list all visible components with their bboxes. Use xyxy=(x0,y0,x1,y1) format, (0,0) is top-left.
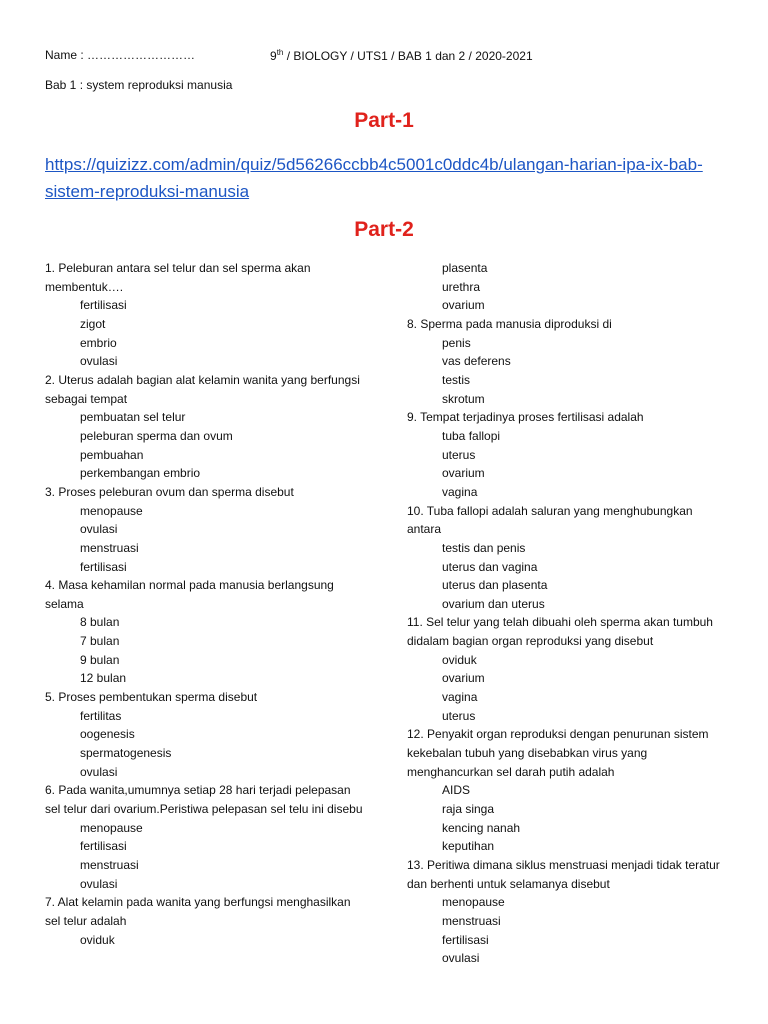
answer-option: uterus xyxy=(442,447,476,462)
quiz-link[interactable]: https://quizizz.com/admin/quiz/5d56266ccbb4c5001c0ddc4b/ulangan-harian-ipa-ix-bab-sistem-reproduksi-manusia xyxy=(45,155,703,201)
answer-option: uterus dan vagina xyxy=(442,559,538,574)
answer-option: menopause xyxy=(80,503,143,518)
answer-option: ovarium xyxy=(442,671,485,686)
answer-option: zigot xyxy=(80,316,106,331)
answer-option: uterus xyxy=(442,708,476,723)
answer-option: 12 bulan xyxy=(80,671,127,686)
answer-option: kencing nanah xyxy=(442,820,521,835)
answer-option: plasenta xyxy=(442,261,488,275)
exam-details: / BIOLOGY / UTS1 / BAB 1 dan 2 / 2020-2021 xyxy=(283,49,533,63)
answer-option: fertilisasi xyxy=(442,932,489,947)
answer-option: ovulasi xyxy=(80,354,118,369)
answer-option: 9 bulan xyxy=(80,652,120,667)
question-text: 5. Proses pembentukan sperma disebut xyxy=(45,690,258,705)
answer-option: raja singa xyxy=(442,802,495,817)
answer-option: fertilitas xyxy=(80,708,122,723)
exam-info xyxy=(270,48,533,63)
question-text: 10. Tuba fallopi adalah saluran yang menghubungkan antara xyxy=(407,503,693,537)
answer-option: peleburan sperma dan ovum xyxy=(80,428,233,443)
answer-option: menstruasi xyxy=(442,913,501,928)
answer-option: oviduk xyxy=(442,652,477,667)
answer-option: oogenesis xyxy=(80,727,135,742)
answer-option: fertilisasi xyxy=(80,298,127,313)
part-1-heading: Part-1 xyxy=(354,109,414,132)
answer-option: spermatogenesis xyxy=(80,746,172,761)
answer-option: pembuatan sel telur xyxy=(80,410,186,425)
answer-option: ovarium dan uterus xyxy=(442,596,545,611)
question-text: 3. Proses peleburan ovum dan sperma disebut xyxy=(45,484,294,499)
answer-option: ovulasi xyxy=(442,951,480,966)
answer-option: penis xyxy=(442,335,471,350)
answer-option: menstruasi xyxy=(80,858,139,872)
question-text: 7. Alat kelamin pada wanita yang berfungsi menghasilkan sel telur adalah xyxy=(45,895,351,928)
answer-option: skrotum xyxy=(442,391,485,406)
answer-option: 7 bulan xyxy=(80,634,120,649)
answer-option: pembuahan xyxy=(80,447,144,462)
answer-option: ovarium xyxy=(442,466,485,481)
part-2-heading: Part-2 xyxy=(354,218,414,241)
answer-option: keputihan xyxy=(442,839,495,854)
answer-option: menopause xyxy=(80,820,143,835)
questions-right-column xyxy=(407,259,727,968)
chapter-title: Bab 1 : system reproduksi manusia xyxy=(45,78,233,92)
question-text: 8. Sperma pada manusia diproduksi di xyxy=(407,316,612,331)
questions-left-column xyxy=(45,259,365,949)
question-text: 13. Peritiwa dimana siklus menstruasi menjadi tidak teratur dan berhenti untuk selamanya disebut xyxy=(407,858,720,891)
student-name-label: Name : ……………………… xyxy=(45,48,196,62)
answer-option: fertilisasi xyxy=(80,839,127,854)
answer-option: AIDS xyxy=(442,783,471,798)
question-text: 6. Pada wanita,umumnya setiap 28 hari terjadi pelepasan sel telur dari ovarium.Peristiwa pelepasan sel telu ini disebu xyxy=(45,783,363,817)
answer-option: menopause xyxy=(442,895,505,910)
answer-option: vas deferens xyxy=(442,354,511,369)
answer-option: ovulasi xyxy=(80,764,118,779)
answer-option: perkembangan embrio xyxy=(80,466,201,481)
grade-number: 9 xyxy=(270,49,277,63)
answer-option: 8 bulan xyxy=(80,615,120,630)
answer-option: ovarium xyxy=(442,298,485,313)
answer-option: embrio xyxy=(80,335,117,350)
answer-option: testis dan penis xyxy=(442,540,526,555)
question-text: 11. Sel telur yang telah dibuahi oleh sperma akan tumbuh didalam bagian organ reproduksi yang disebut xyxy=(407,615,713,649)
answer-option: vagina xyxy=(442,690,478,705)
answer-option: tuba fallopi xyxy=(442,428,501,443)
answer-option: testis xyxy=(442,372,471,387)
answer-option: uterus dan plasenta xyxy=(442,578,548,593)
question-text: 9. Tempat terjadinya proses fertilisasi adalah xyxy=(407,410,644,425)
question-text: 1. Peleburan antara sel telur dan sel sperma akan membentuk…. xyxy=(45,261,311,294)
question-text: 2. Uterus adalah bagian alat kelamin wanita yang berfungsi sebagai tempat xyxy=(45,372,360,406)
answer-option: ovulasi xyxy=(80,876,118,891)
question-text: 4. Masa kehamilan normal pada manusia berlangsung selama xyxy=(45,578,334,611)
question-text: 12. Penyakit organ reproduksi dengan penurunan sistem kekebalan tubuh yang disebabkan virus yang menghancurkan sel darah putih adalah xyxy=(407,727,709,779)
answer-option: vagina xyxy=(442,484,478,499)
answer-option: fertilisasi xyxy=(80,559,127,574)
grade-suffix: th xyxy=(276,48,284,57)
answer-option: ovulasi xyxy=(80,522,118,537)
answer-option: menstruasi xyxy=(80,540,139,555)
answer-option: urethra xyxy=(442,279,481,294)
answer-option: oviduk xyxy=(80,932,115,947)
